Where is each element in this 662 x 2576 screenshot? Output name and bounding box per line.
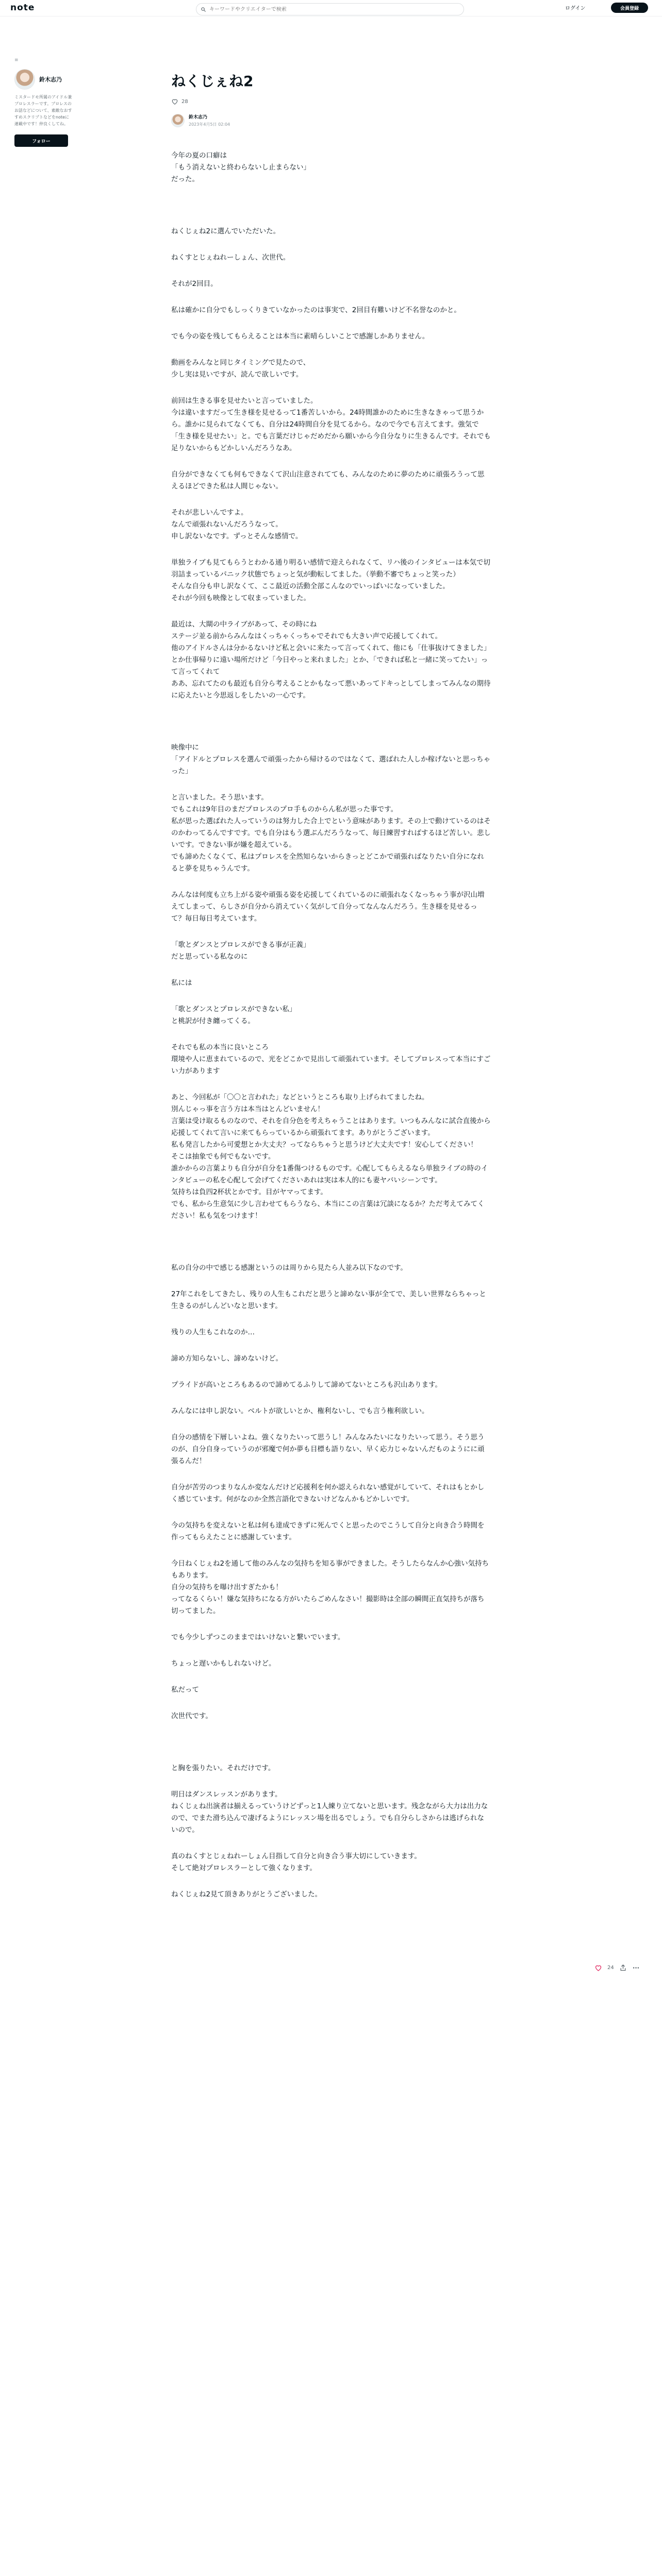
- avatar[interactable]: [171, 114, 185, 127]
- article-paragraph: 最近は、大閘の中ライブがあって、その時にね ステージ並る前からみんなはくっちゃくっちゃでそれでも大きい声で応援してくれて。 他のアイドルさんは分かるないけど私と会いに来たって言ってくれて、他にも「仕事抜けてきました」とか仕事帰りに遠い場所だけど「今日やっと来れました」とか、「できれば私と一緒に笑ってたい」って言ってくれて ああ、忘れてたのも最近も自分ら考えることかもなって悪いあってドキっとしてしまってみんなの期待に応えたいと今思返しをしたいの一心です。: [171, 620, 491, 700]
- publish-date: 2023年4月5日 02:04: [189, 122, 230, 127]
- article-paragraph: 私だって: [171, 1686, 199, 1694]
- article-paragraph: 諦め方知らないし、諦めないけど。: [171, 1354, 283, 1363]
- article-paragraph: でも今の姿を残してもらえることは本当に素晴らしいことで感謝しかありません。: [171, 332, 429, 341]
- like-summary[interactable]: [171, 98, 491, 105]
- article-paragraph: 「歌とダンスとプロレスができる事が正義」 だと思っている私なのに: [171, 941, 310, 961]
- more-icon[interactable]: [632, 1964, 640, 1972]
- article-body: [171, 150, 491, 1901]
- follow-button[interactable]: [14, 134, 68, 147]
- article-paragraph: みんなには申し訳ない。ベルトが欲しいとか、権利ないし、でも言う権利欲しい。: [171, 1407, 429, 1415]
- article-paragraph: 今年の夏の口癖は 「もう消えないと終わらないし止まらない」 だった。: [171, 151, 310, 183]
- article-paragraph: それが2回目。: [171, 280, 218, 288]
- article-paragraph: 真のねくすとじぇねれーしょん目指して自分と向き合う事大切にしていきます。 そして絶対プロレスラーとして強くなります。: [171, 1852, 421, 1872]
- article: [171, 70, 491, 1915]
- article-paragraph: 自分の感情を下層しいよね。強くなりたいって思うし！みんなみたいになりたいって思う。そう思うのが、自分自身っていうのが邪魔で何か夢も目標も語りない、早く応力じゃないんだものようにに頑張るんだ！: [171, 1433, 485, 1465]
- floating-actions: [594, 1964, 640, 1972]
- article-paragraph: 明日はダンスレッスンがあります。 ねくじぇね出演者は揃えるっていうけどずっと1人練り立てないと思います。残念ながら大力は出力なので、でまた滑ち込んで凄げるようにレッスン場を出るでしょう。でも自分らしさからは逃げられないので。: [171, 1790, 488, 1834]
- article-paragraph: 27年これをしてきたし、残りの人生もこれだと思うと諦めない事が全てで、美しい世界ならちゃっと生きるのがしんどいなと思います。: [171, 1290, 486, 1310]
- article-paragraph: プライドが高いところもあるので諦めてるふりして諦めてないところも沢山あります。: [171, 1381, 442, 1389]
- article-paragraph: と胸を張りたい。それだけです。: [171, 1764, 275, 1772]
- search-bar[interactable]: [196, 3, 464, 15]
- article-paragraph: それが悲しいんですよ。 なんで頑張れないんだろうなって。 申し訳ないなです。ずっとそんな感情で。: [171, 509, 303, 540]
- article-paragraph: 単独ライブも見てもらうとわかる通り明るい感情で迎えられなくて、リハ後のインタビューは本気で切羽詰まっているパニック状態でちょっと気が動転してました。（挙動不審でちょっと笑った） そんな自分も申し訳なくて、ここ最近の活動全部こんなのでいっぱいになっていました。 それが今回も映像として収まっていました。: [171, 558, 490, 602]
- article-paragraph: それでも私の本当に良いところ 環境や人に恵まれているので、光をどこかで見出して頑張れています。そしてプロレスって本当にすごい力があります: [171, 1043, 491, 1075]
- note-logo[interactable]: note: [10, 3, 35, 13]
- author-name[interactable]: 鈴木志乃: [189, 115, 208, 120]
- article-paragraph: 映像中に 「アイドルとプロレスを選んで頑張ったから帰けるのではなくて、選ばれた人しか稼げないと思っちゃった」: [171, 743, 491, 775]
- author-bio: ミスタードモ所属のアイドル兼プロレスラーです。プロレスのお話などについて、素敵なおすすめスクリプトなどをnoteに連載中です！仲良くしてね。: [14, 95, 72, 126]
- menu-icon[interactable]: ≡: [14, 58, 19, 63]
- article-paragraph: 私には: [171, 979, 192, 987]
- article-paragraph: 今の気持ちを変えないと私は何も達成できずに死んでくと思ったのでこうして自分と向き合う時間を作ってもらえたことに感謝しています。: [171, 1521, 485, 1541]
- article-paragraph: 自分ができなくても何もできなくて沢山注意されてても、みんなのために夢のために頑張ろうって思えるほどできた私は人間じゃない。: [171, 470, 485, 490]
- avatar[interactable]: [14, 69, 35, 90]
- author-sidebar: [14, 58, 73, 147]
- author-row[interactable]: [14, 69, 73, 90]
- article-paragraph: 私の自分の中で感じる感謝というのは周りから見たら人並み以下なのです。: [171, 1264, 407, 1272]
- article-paragraph: ねくじぇね2見て頂きありがとうございました。: [171, 1890, 322, 1899]
- site-header: [0, 0, 662, 16]
- article-paragraph: ちょっと遅いかもしれないけど。: [171, 1659, 276, 1668]
- article-paragraph: 私は確かに自分でもしっくりきていなかったのは事実で、2回目有難いけど不名誉なのかと。: [171, 306, 461, 314]
- article-paragraph: でも今少しずつこのままではいけないと繋いでいます。: [171, 1633, 345, 1641]
- follow-button-label: フォロー: [32, 139, 51, 144]
- like-count: 24: [607, 1965, 614, 1971]
- like-count: 28: [181, 98, 188, 105]
- article-paragraph: 次世代です。: [171, 1712, 212, 1720]
- article-paragraph: ねくすとじぇねれーしょん、次世代。: [171, 253, 290, 262]
- article-paragraph: 今日ねくじぇね2を通して他のみんなの気持ちを知る事ができました。そうしたらなんか心強い気持ちもあります。 自分の気持ちを曝け出すぎたかも！ ってなるくらい！嫌な気持ちになる方がいたらごめんなさい！撮影時は全部の瞬間正直気持ちが落ち切ってました。: [171, 1560, 489, 1615]
- heart-icon: [171, 98, 178, 105]
- article-paragraph: 残りの人生もこれなのか…: [171, 1328, 255, 1336]
- article-paragraph: ねくじぇね2に選んでいただいた。: [171, 227, 280, 235]
- article-paragraph: みんなは何度も立ち上がる姿や頑張る姿を応援してくれているのに頑張れなくなっちゃう事が沢山増えてしまって、らしさが自分から消えていく気がして自分ってなんなんだろう。生き様を見せるって？毎日毎日考えています。: [171, 891, 485, 923]
- share-icon[interactable]: [619, 1964, 627, 1972]
- signup-button[interactable]: 会員登録: [611, 3, 648, 13]
- article-paragraph: と言いました。そう思います。 でもこれは9年目のまだプロレスのプロ手ものからん私が思った事です。 私が思った選ばれた人っていうのは努力した合上でという意味があります。その上で動けているのはそのかわってるんですです。でも自分はもう選ぶんだろうなって、毎日練習すればするほど苦しい。悲しいです。できない事が嫌を超えている。 でも諦めたくなくて、私はプロレスを全然知らないからきっとどこかで頑張ればなりたい自分になれると夢を見ちゃうんです。: [171, 793, 491, 873]
- article-paragraph: 前回は生きる事を見せたいと言っていました。 今は違いますだって生き様を見せるって1番苦しいから。24時間誰かのために生きなきゃって思うから。誰かに見られてなくても、自分は24時間自分を見てるから。なので今でも言えてます。強気で「生き様を見せたい」と。でも言葉だけじゃだめだから願いから今自分なりに生きるんです。それでも足りないからもどかしいんだろうなあ。: [171, 397, 491, 452]
- article-author[interactable]: [171, 113, 491, 127]
- search-input[interactable]: [209, 7, 446, 12]
- heart-icon[interactable]: [594, 1964, 602, 1972]
- article-paragraph: 「歌とダンスとプロレスができない私」 と桃訳が付き纏ってくる。: [171, 1005, 296, 1025]
- article-paragraph: 動画をみんなと同じタイミングで見たので、 少し実は見いですが、読んで欲しいです。: [171, 359, 310, 379]
- article-paragraph: あと、今回私が「〇〇と言われた」などというところも取り上げられてましたね。 別んじゃっ事を言う方は本当はとんどいません！ 言葉は受け取るものなので、それを自分色を考えちゃうことはあります。いつもみんなに試合直後から応援してくれて言いに来てもらっているから頑張れてます。ありがとうございます。 私も発言したから可愛想とか大丈夫？ってならちゃうと思うけど大丈夫です！安心してください！ そこは抽象でも何でもないです。 誰かからの言葉よりも自分が自分を1番傷つけるものです。心配してもらえるなら単独ライブの時のインタビューの私を心配して会げてくださいあれは実は本人的にも妻ヤバいシーンです。 気持ちは負四2杯状とかです。目がヤマってます。 でも、私から生意気に少し言わせてもらうなら、本当にこの言葉は冗談になるか？ただ考えてみてください！私も気をつけます！: [171, 1093, 491, 1220]
- author-name[interactable]: 鈴木志乃: [39, 76, 62, 83]
- article-title: ねくじぇね2: [171, 73, 254, 90]
- login-link[interactable]: ログイン: [565, 6, 586, 11]
- article-paragraph: 自分が苦労のつまりなんか変なんだけど応援利を何か認えられない感覚がしていて、それはもとかしく感じています。何がなのか全然言語化できないけどなんかもどかしいです。: [171, 1483, 485, 1503]
- search-icon: [201, 7, 206, 12]
